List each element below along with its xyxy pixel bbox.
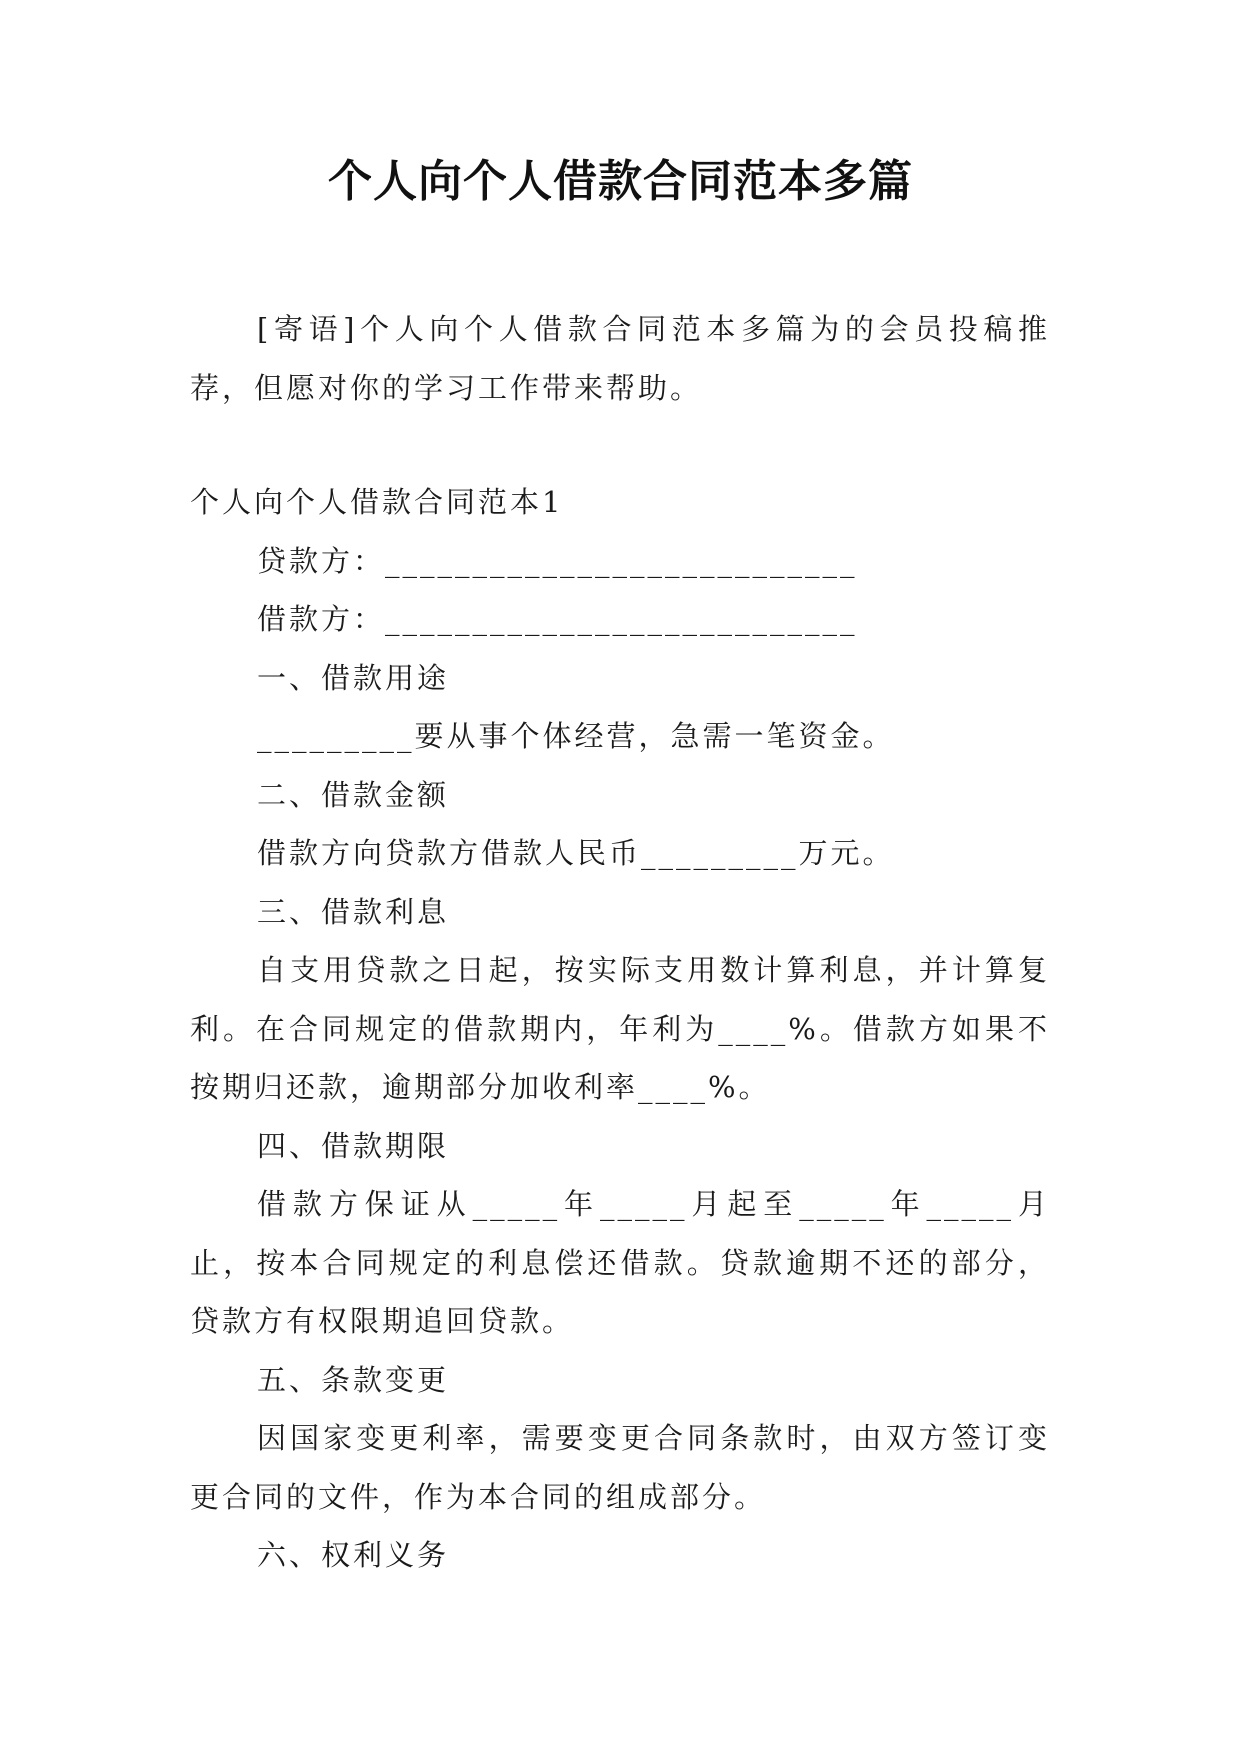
clause-6-heading: 六、权利义务 <box>257 1538 450 1572</box>
borrower-line: 借款方：___________________________ <box>257 602 858 636</box>
section-heading: 个人向个人借款合同范本1 <box>190 485 564 519</box>
document-body <box>190 300 1050 1585</box>
clause-2-text: 借款方向贷款方借款人民币_________万元。 <box>257 836 895 870</box>
clause-5-text: 因国家变更利率，需要变更合同条款时，由双方签订变更合同的文件，作为本合同的组成部分。 <box>190 1421 1050 1514</box>
clause-4-text: 借款方保证从_____年_____月起至_____年_____月止，按本合同规定的利息偿还借款。贷款逾期不还的部分，贷款方有权限期追回贷款。 <box>190 1187 1050 1338</box>
clause-3-heading: 三、借款利息 <box>257 894 450 929</box>
paragraph-spacer <box>190 417 1050 473</box>
clause-1-heading: 一、借款用途 <box>257 660 450 695</box>
clause-3-text: 自支用贷款之日起，按实际支用数计算利息，并计算复利。在合同规定的借款期内，年利为____%。借款方如果不按期归还款，逾期部分加收利率____%。 <box>190 953 1050 1104</box>
intro-paragraph: [寄语]个人向个人借款合同范本多篇为的会员投稿推荐，但愿对你的学习工作带来帮助。 <box>190 312 1050 405</box>
clause-2-heading: 二、借款金额 <box>257 777 450 812</box>
lender-line: 贷款方：___________________________ <box>257 543 858 578</box>
clause-5-heading: 五、条款变更 <box>257 1362 450 1397</box>
clause-4-heading: 四、借款期限 <box>257 1128 450 1163</box>
clause-1-text: _________要从事个体经营，急需一笔资金。 <box>257 719 895 753</box>
document-title: 个人向个人借款合同范本多篇 <box>328 156 913 207</box>
